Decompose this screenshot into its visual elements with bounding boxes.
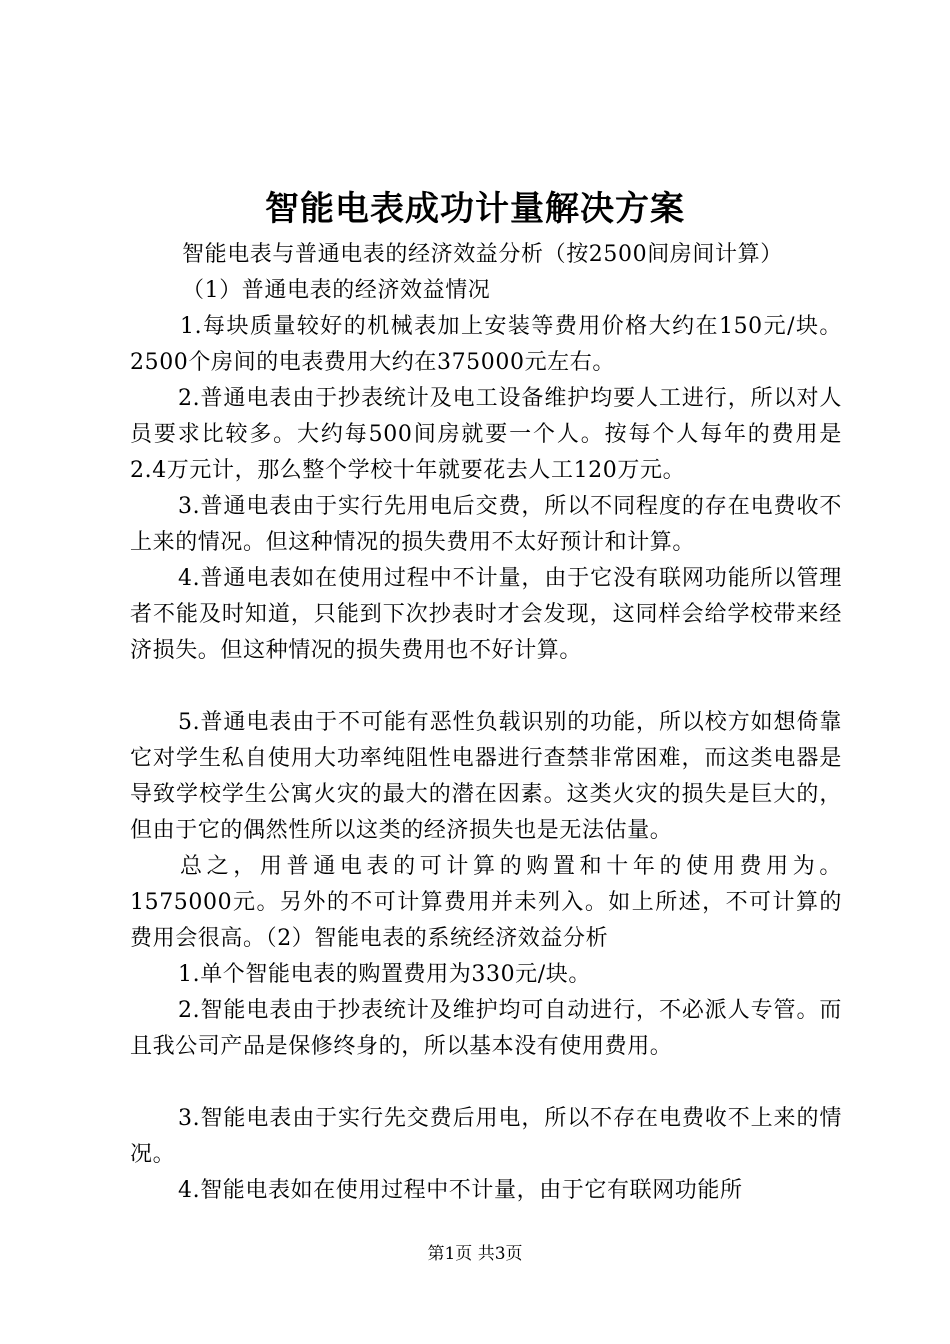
paragraph-summary: 总之，用普通电表的可计算的购置和十年的使用费用为。1575000元。另外的不可计算费用并未列入。如上所述，不可计算的费用会很高。（2）智能电表的系统经济效益分析 [130, 854, 842, 951]
paragraph-item: 1.单个智能电表的购置费用为330元/块。 [178, 962, 591, 987]
paragraph-item: 3.普通电表由于实行先用电后交费，所以不同程度的存在电费收不上来的情况。但这种情况的损失费用不太好预计和计算。 [130, 494, 842, 555]
page-number: 第1页 共3页 [427, 1244, 523, 1264]
paragraph-spacer [130, 1065, 842, 1101]
document-body [130, 237, 842, 1209]
paragraph-item: 4.普通电表如在使用过程中不计量，由于它没有联网功能所以管理者不能及时知道，只能到下次抄表时才会发现，这同样会给学校带来经济损失。但这种情况的损失费用也不好计算。 [130, 566, 842, 663]
paragraph-item: 1.每块质量较好的机械表加上安装等费用价格大约在150元/块。2500个房间的电表费用大约在375000元左右。 [130, 314, 842, 375]
paragraph-intro: 智能电表与普通电表的经济效益分析（按2500间房间计算） [182, 242, 783, 267]
document-title: 智能电表成功计量解决方案 [265, 189, 685, 229]
section-heading-ordinary-meter: （1）普通电表的经济效益情况 [182, 278, 491, 303]
paragraph-spacer [130, 669, 842, 705]
paragraph-item: 4.智能电表如在使用过程中不计量，由于它有联网功能所 [178, 1178, 743, 1203]
paragraph-item: 5.普通电表由于不可能有恶性负载识别的功能，所以校方如想倚靠它对学生私自使用大功率纯阻性电器进行查禁非常困难，而这类电器是导致学校学生公寓火灾的最大的潜在因素。这类火灾的损失是巨大的，但由于它的偶然性所以这类的经济损失也是无法估量。 [130, 710, 842, 843]
paragraph-item: 3.智能电表由于实行先交费后用电，所以不存在电费收不上来的情况。 [130, 1106, 842, 1167]
paragraph-item: 2.智能电表由于抄表统计及维护均可自动进行，不必派人专管。而且我公司产品是保修终身的，所以基本没有使用费用。 [130, 998, 842, 1059]
paragraph-item: 2.普通电表由于抄表统计及电工设备维护均要人工进行，所以对人员要求比较多。大约每500间房就要一个人。按每个人每年的费用是2.4万元计，那么整个学校十年就要花去人工120万元。 [130, 386, 842, 483]
